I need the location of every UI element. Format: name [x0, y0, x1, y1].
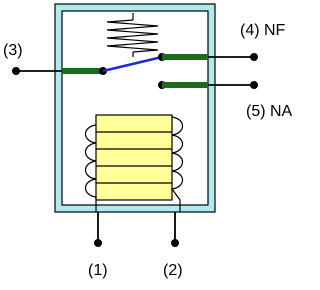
- na-contact-bar: [162, 82, 208, 88]
- terminal-2-node: [171, 239, 179, 247]
- nf-contact-bar: [162, 54, 208, 60]
- label-terminal-5: (5) NA: [246, 103, 293, 120]
- terminal-3-node: [12, 67, 20, 75]
- label-terminal-1: (1): [88, 262, 108, 279]
- terminal-1-node: [94, 239, 102, 247]
- terminal-2: [171, 212, 179, 247]
- terminal-5-node: [250, 81, 258, 89]
- label-terminal-3: (3): [3, 42, 23, 59]
- terminal-4-node: [250, 53, 258, 61]
- terminal-1: [94, 212, 102, 247]
- terminal-5-na: [158, 81, 258, 89]
- label-terminal-2: (2): [163, 262, 183, 279]
- label-terminal-4: (4) NF: [240, 22, 286, 39]
- coil-icon: [86, 115, 183, 212]
- coil-core: [96, 115, 172, 200]
- common-contact-bar: [62, 68, 103, 74]
